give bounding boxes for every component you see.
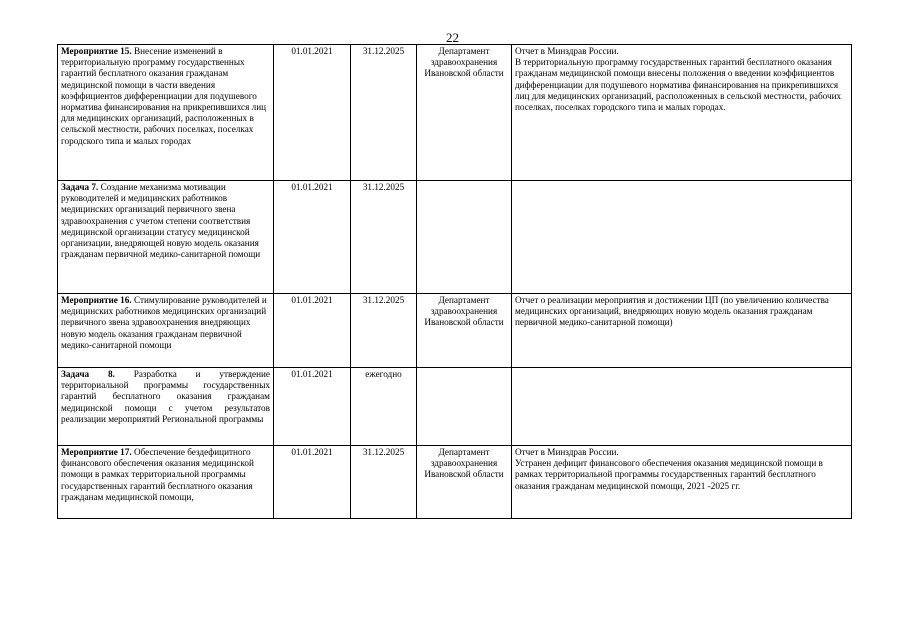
result-cell: Отчет в Минздрав России. В территориальную программу государственных гарантий бесплатного оказания гражданам медицинской помощи внесены положения о введении коэффициентов дифференциации для подушевого норматива финансирования на прикрепившихся лиц для медицинских организаций, расположенных в сельской местности, рабочих поселках, поселках городского типа и малых городах.	[512, 45, 852, 181]
end-date: ежегодно	[351, 368, 417, 446]
end-date: 31.12.2025	[351, 294, 417, 368]
table-row	[58, 294, 852, 368]
responsible-cell	[417, 181, 512, 294]
start-date: 01.01.2021	[274, 368, 351, 446]
measure-label: Мероприятие 17.	[61, 447, 132, 457]
responsible-cell	[417, 368, 512, 446]
table-row	[58, 45, 852, 181]
start-date: 01.01.2021	[274, 446, 351, 519]
responsible-cell: Департамент здравоохранения Ивановской области	[417, 294, 512, 368]
measure-cell	[58, 446, 274, 519]
measure-label: Задача 7.	[61, 182, 99, 192]
measure-text: Создание механизма мотивации руководителей и медицинских работников медицинских организаций первичного звена здравоохранения с учетом степени соответствия медицинской организации статусу медицинской организации, внедряющей новую модель оказания гражданам первичной медико-санитарной помощи	[61, 182, 261, 260]
result-cell: Отчет в Минздрав России. Устранен дефицит финансового обеспечения оказания медицинской помощи в рамках территориальной программы государственных гарантий бесплатного оказания гражданам медицинской помощи, 2021 -2025 гг.	[512, 446, 852, 519]
measure-cell	[58, 368, 274, 446]
table-row	[58, 181, 852, 294]
measure-cell	[58, 45, 274, 181]
result-cell	[512, 181, 852, 294]
measure-text: Обеспечение бездефицитного финансового обеспечения оказания медицинской помощи в рамках территориальной программы государственных гарантий бесплатного оказания гражданам медицинской помощи,	[61, 447, 254, 502]
measure-cell	[58, 294, 274, 368]
measure-text: Внесение изменений в территориальную программу государственных гарантий бесплатного оказания гражданам медицинской помощи в части введения коэффициентов дифференциации для подушевого норматива финансирования на прикрепившихся лиц для медицинских организаций, расположенных в сельской местности, рабочих поселках, поселках городского типа и малых городах	[61, 46, 267, 146]
table-row	[58, 446, 852, 519]
measure-label: Задача 8.	[61, 369, 115, 379]
result-cell	[512, 368, 852, 446]
responsible-cell: Департамент здравоохранения Ивановской области	[417, 446, 512, 519]
measure-cell	[58, 181, 274, 294]
start-date: 01.01.2021	[274, 294, 351, 368]
end-date: 31.12.2025	[351, 45, 417, 181]
measure-text: Стимулирование руководителей и медицинских работников медицинских организаций первичного звена здравоохранения внедряющих новую модель оказания гражданам первичной медико-санитарной помощи	[61, 295, 267, 350]
measures-table	[57, 44, 852, 519]
page-number: 22	[446, 30, 459, 45]
end-date: 31.12.2025	[351, 181, 417, 294]
result-cell: Отчет о реализации мероприятия и достижении ЦП (по увеличению количества медицинских организаций, внедряющих новую модель оказания гражданам первичной медико-санитарной помощи)	[512, 294, 852, 368]
start-date: 01.01.2021	[274, 45, 351, 181]
measure-label: Мероприятие 15.	[61, 46, 132, 56]
measure-label: Мероприятие 16.	[61, 295, 132, 305]
end-date: 31.12.2025	[351, 446, 417, 519]
start-date: 01.01.2021	[274, 181, 351, 294]
measure-text: Разработка и утверждение территориальной программы государственных гарантий бесплатного оказания гражданам медицинской помощи с учетом результатов реализации мероприятий Региональной программы	[61, 369, 271, 424]
table-row	[58, 368, 852, 446]
responsible-cell: Департамент здравоохранения Ивановской области	[417, 45, 512, 181]
